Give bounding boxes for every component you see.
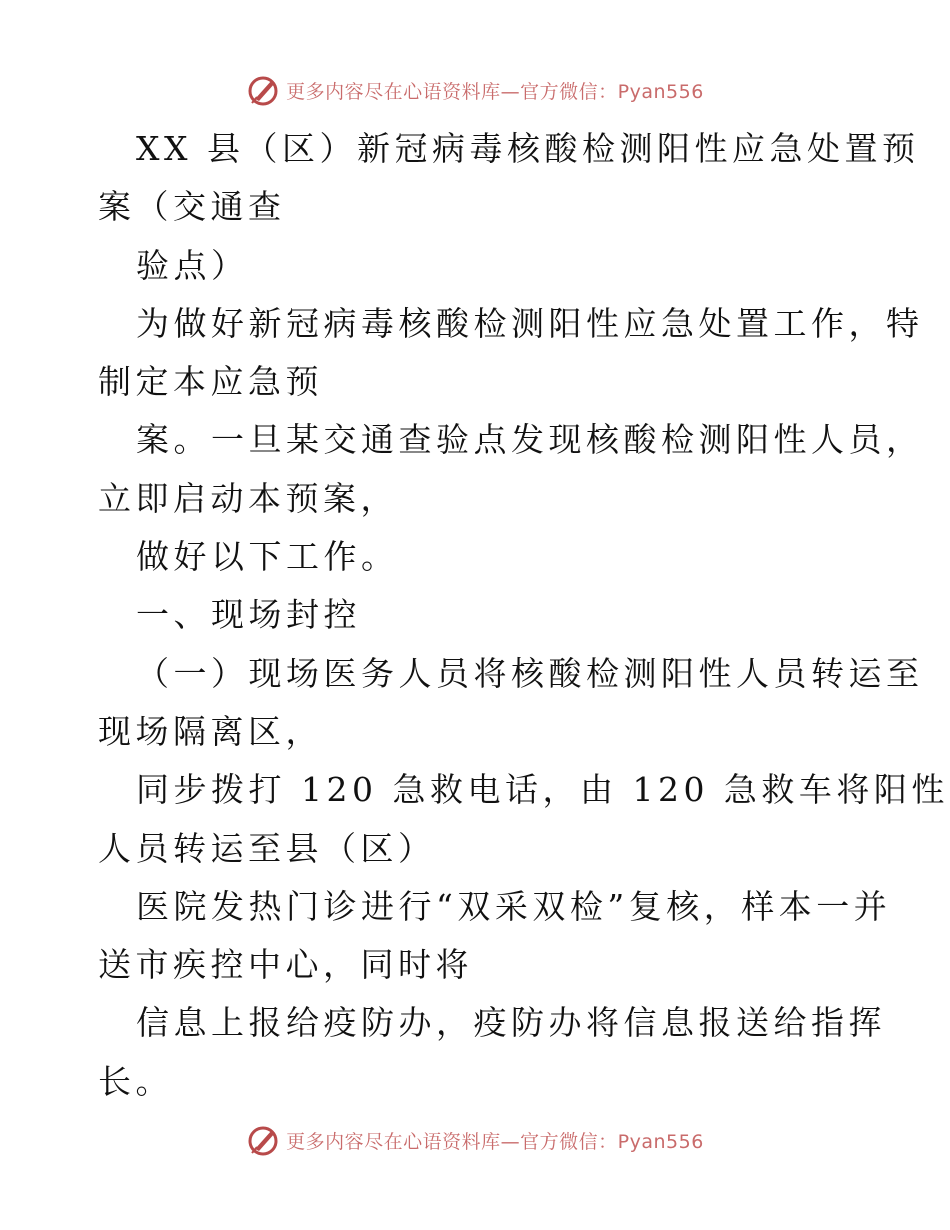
footer-watermark-banner xyxy=(0,1120,950,1160)
paragraph-line: 信息上报给疫防办，疫防办将信息报送给指挥 xyxy=(136,1003,886,1043)
paragraph-line: （一）现场医务人员将核酸检测阳性人员转运至 xyxy=(136,653,924,693)
quill-pen-logo-icon xyxy=(246,73,280,107)
quill-pen-logo-icon xyxy=(246,1123,280,1157)
paragraph-line: 为做好新冠病毒核酸检测阳性应急处置工作，特 xyxy=(136,303,924,343)
title-line-1: XX 县（区）新冠病毒核酸检测阳性应急处置预 xyxy=(136,129,920,168)
paragraph-line: 制定本应急预 xyxy=(98,362,323,402)
paragraph-line: 案。一旦某交通查验点发现核酸检测阳性人员， xyxy=(136,420,924,460)
header-watermark-banner xyxy=(0,70,950,110)
title-line-3: 验点） xyxy=(136,245,249,285)
footer-banner-text: 更多内容尽在心语资料库—官方微信：Pyan556 xyxy=(286,1130,704,1153)
paragraph-line: 送市疾控中心，同时将 xyxy=(98,945,473,985)
document-body xyxy=(98,120,949,1111)
paragraph-line: 现场隔离区， xyxy=(98,711,323,751)
paragraph-line: 做好以下工作。 xyxy=(136,537,399,577)
paragraph-line: 立即启动本预案， xyxy=(98,478,398,518)
paragraph-line: 长。 xyxy=(98,1061,173,1101)
title-line-2: 案（交通查 xyxy=(98,187,286,227)
section-heading: 一、现场封控 xyxy=(136,595,361,635)
header-banner-text: 更多内容尽在心语资料库—官方微信：Pyan556 xyxy=(286,80,704,103)
paragraph-line: 人员转运至县（区） xyxy=(98,828,436,868)
paragraph-line: 同步拨打 120 急救电话，由 120 急救车将阳性 xyxy=(136,770,949,810)
paragraph-line: 医院发热门诊进行“双采双检”复核，样本一并 xyxy=(136,886,892,926)
